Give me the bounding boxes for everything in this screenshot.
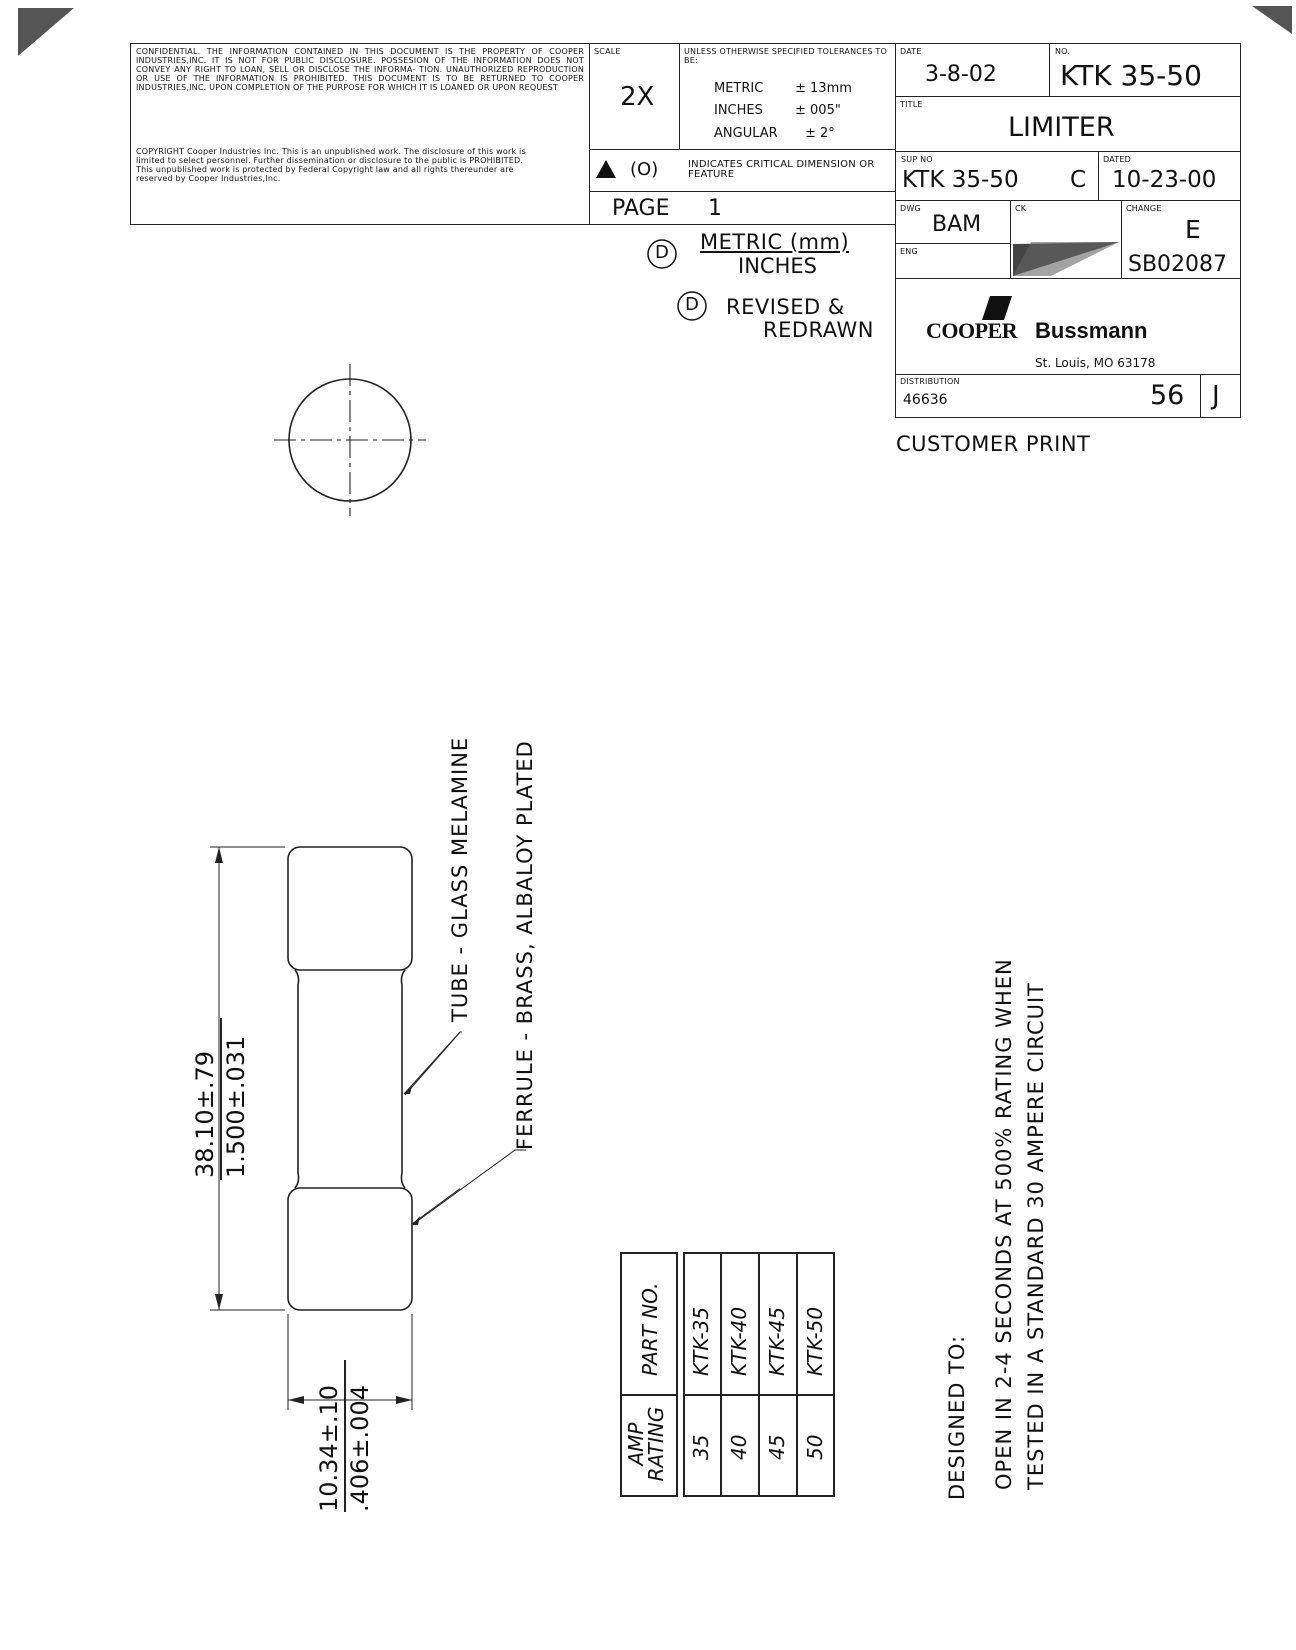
tol-inches-value: ± 005" <box>795 103 841 118</box>
header-amp-rating-text: AMP RATING <box>624 1406 668 1482</box>
design-note-line-1: OPEN IN 2-4 SECONDS AT 500% RATING WHEN <box>992 958 1016 1490</box>
header-part-no: PART NO. <box>638 1282 662 1376</box>
sheet-letter-box <box>1200 374 1241 418</box>
date-label: DATE <box>900 47 922 56</box>
part-no-cell: KTK-40 <box>727 1306 751 1376</box>
dated-value: 10-23-00 <box>1112 167 1217 193</box>
distribution-label: DISTRIBUTION <box>900 377 960 386</box>
table-col-divider-1 <box>720 1252 722 1497</box>
diameter-metric-dimension: 10.34±.10 <box>315 1385 343 1512</box>
critical-symbol: (O) <box>630 159 659 180</box>
revision-letter-1: D <box>655 242 669 263</box>
distribution-value: 46636 <box>903 392 948 408</box>
revision-text-1a: METRIC (mm) <box>700 230 850 254</box>
sup-value: KTK 35-50 <box>902 167 1019 193</box>
amp-cell: 45 <box>765 1434 789 1460</box>
length-metric-dimension: 38.10±.79 <box>191 1051 219 1178</box>
amp-cell: 50 <box>803 1434 827 1460</box>
dwg-value: BAM <box>932 212 982 237</box>
part-no-cell: KTK-35 <box>689 1306 713 1376</box>
table-col-divider-2 <box>758 1252 760 1497</box>
dwg-label: DWG <box>900 204 921 213</box>
revision-text-1b: INCHES <box>738 254 817 278</box>
tol-angular-value: ± 2° <box>805 126 835 141</box>
header-amp-rating <box>626 1404 666 1484</box>
sup-rev: C <box>1070 167 1087 193</box>
design-note-line-2: TESTED IN A STANDARD 30 AMPERE CIRCUIT <box>1024 982 1048 1490</box>
table-header-divider <box>620 1394 678 1396</box>
tolerance-header: UNLESS OTHERWISE SPECIFIED TOLERANCES TO BE: <box>684 47 887 65</box>
change-value: E <box>1185 215 1201 244</box>
cooper-bussmann-logo-icon <box>978 296 1014 320</box>
title-label: TITLE <box>900 100 923 109</box>
revision-letter-2: D <box>685 294 699 315</box>
amp-cell: 40 <box>727 1434 751 1460</box>
change-label: CHANGE <box>1126 204 1162 213</box>
designed-to-heading: DESIGNED TO: <box>945 1334 969 1500</box>
customer-print-label: CUSTOMER PRINT <box>896 432 1091 456</box>
copyright-text: COPYRIGHT Cooper Industries Inc. This is an unpublished work. The disclosure of this work is limited to select personnel. Further dissemination or disclosure to the public is PROHIBITED. This unpublished work is protected by Federal Copyright law and all rights thereunder are reserved by Cooper Industries,Inc. <box>136 147 526 183</box>
length-inch-dimension: 1.500±.031 <box>222 1035 250 1178</box>
tol-metric-value: ± 13mm <box>795 81 852 96</box>
part-no-cell: KTK-45 <box>765 1306 789 1376</box>
part-no-cell: KTK-50 <box>803 1306 827 1376</box>
page-label: PAGE <box>612 196 670 221</box>
revision-text-2b: REDRAWN <box>763 318 874 342</box>
page-value: 1 <box>708 196 722 221</box>
scale-label: SCALE <box>594 47 621 56</box>
company-cooper: COOPER <box>926 318 1018 343</box>
registration-mark-right-icon <box>1252 6 1292 34</box>
confidential-text: CONFIDENTIAL. THE INFORMATION CONTAINED IN THIS DOCUMENT IS THE PROPERTY OF COOPER INDUSTRIES,INC. IT IS NOT FOR PUBLIC DISCLOSURE. POSSESION OF THE INFORMATION DOES NOT CONVEY ANY RIGHT TO LOAN, SELL OR DISCLOSE THE INFORMA- TION. UNAUTHORIZED REPRODUCTION OR USE OF THE INFORMATION IS PROHIBITED. THIS DOCUMENT IS TO BE RETURNED TO COOPER INDUSTRIES,INC. UPON COMPLETION OF THE PURPOSE FOR WHICH IT IS LOANED OR UPON REQUEST <box>136 47 584 92</box>
critical-triangle-icon <box>596 160 616 178</box>
tol-angular-label: ANGULAR <box>714 126 778 141</box>
company-location: St. Louis, MO 63178 <box>1035 356 1156 370</box>
registration-mark-left-icon <box>18 8 74 56</box>
title-value: LIMITER <box>1008 112 1115 143</box>
no-value: KTK 35-50 <box>1060 59 1202 92</box>
amp-cell: 35 <box>689 1434 713 1460</box>
approval-signature-icon <box>1011 240 1121 278</box>
scale-value: 2X <box>620 82 655 112</box>
date-value: 3-8-02 <box>925 62 997 87</box>
revision-text-2a: REVISED & <box>726 295 845 319</box>
table-col-divider-3 <box>796 1252 798 1497</box>
critical-text: INDICATES CRITICAL DIMENSION OR FEATURE <box>688 159 875 180</box>
tube-callout: TUBE - GLASS MELAMINE <box>448 736 472 1022</box>
dated-label: DATED <box>1103 155 1131 164</box>
ck-label: CK <box>1015 204 1027 213</box>
diameter-inch-dimension: .406±.004 <box>346 1385 374 1512</box>
change-number: SB02087 <box>1128 252 1228 277</box>
sup-label: SUP NO <box>901 155 933 164</box>
sheet-letter: J <box>1212 381 1220 411</box>
ferrule-callout: FERRULE - BRASS, ALBALOY PLATED <box>513 740 537 1150</box>
no-label: NO. <box>1055 47 1071 56</box>
company-bussmann: Bussmann <box>1035 318 1148 343</box>
sheet-number: 56 <box>1150 380 1185 411</box>
eng-label: ENG <box>900 247 918 256</box>
tol-metric-label: METRIC <box>714 81 764 96</box>
end-view-drawing <box>270 360 430 520</box>
tol-inches-label: INCHES <box>714 103 763 118</box>
